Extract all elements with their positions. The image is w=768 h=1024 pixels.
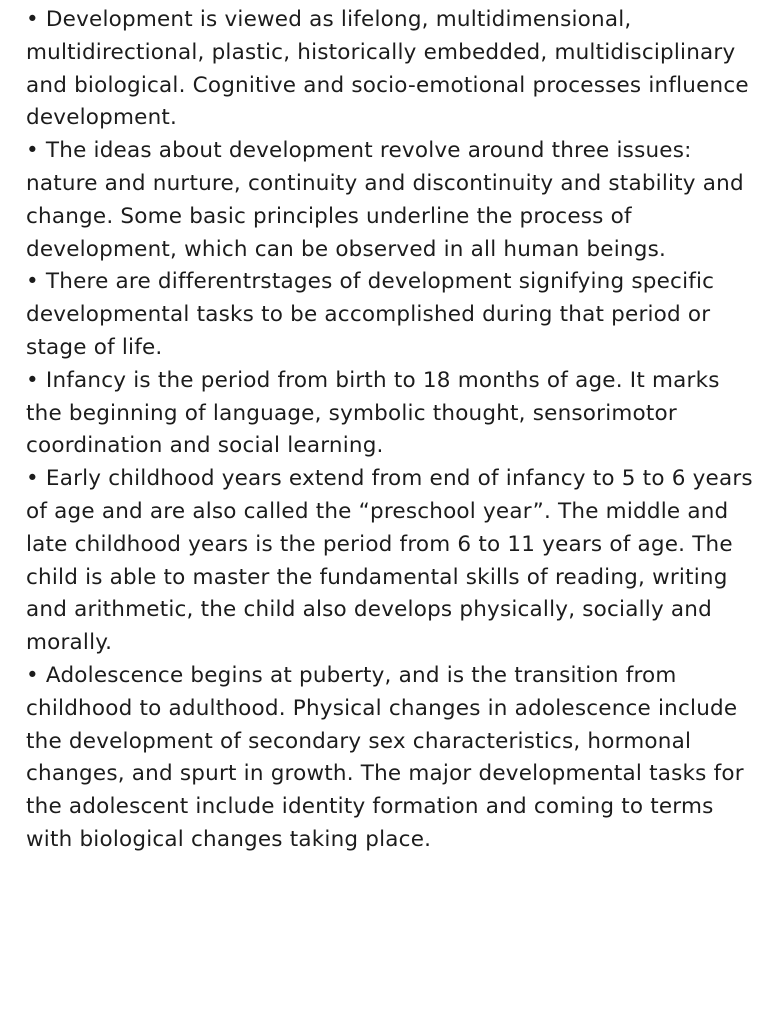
bullet-childhood: • Early childhood years extend from end of infancy to 5 to 6 years of age and are also called the “preschool year”. The middle and late childhood years is the period from 6 to 11 years of age. The child is able to master the fundamental skills of reading, writing and arithmetic, the child also develops physically, socially and morally. — [26, 466, 753, 656]
bullet-infancy: • Infancy is the period from birth to 18 months of age. It marks the beginning of language, symbolic thought, sensorimotor coordination and social learning. — [26, 367, 720, 459]
bullet-lifelong-development: • Development is viewed as lifelong, multidimensional, multidirectional, plastic, historically embedded, multidisciplinary and biological. Cognitive and socio-emotional processes influence development. — [26, 7, 749, 131]
bullet-stages-of-development: • There are differentrstages of development signifying specific developmental tasks to be accomplished during that period or stage of life. — [26, 269, 715, 360]
bullet-adolescence: • Adolescence begins at puberty, and is the transition from childhood to adulthood. Physical changes in adolescence include the development of secondary sex characteristics, hormonal changes, and spurt in growth. The major developmental tasks for the adolescent include identity formation and coming to terms with biological changes taking place. — [26, 662, 744, 852]
bullet-development-issues: • The ideas about development revolve around three issues: nature and nurture, continuity and discontinuity and stability and change. Some basic principles underline the process of development, which can be observed in all human beings. — [26, 138, 744, 262]
document-body — [26, 4, 756, 857]
